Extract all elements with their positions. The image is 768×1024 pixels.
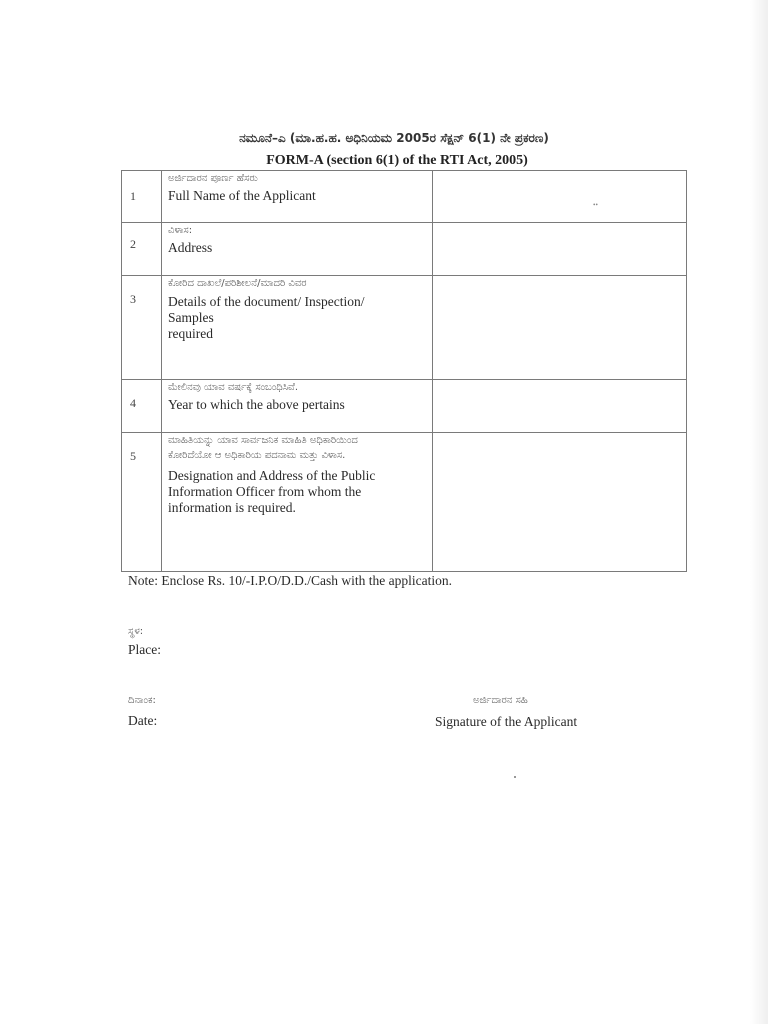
form-title-english: FORM-A (section 6(1) of the RTI Act, 2005): [266, 153, 528, 168]
label-english: Address: [168, 240, 213, 255]
signature-label-kannada: ಅರ್ಜಿದಾರನ ಸಹಿ: [473, 695, 528, 706]
signature-label: Signature of the Applicant: [435, 714, 578, 729]
table-row: [122, 171, 687, 223]
scan-speck: [514, 776, 516, 778]
label-kannada: ವಿಳಾಸ:: [168, 225, 193, 236]
label-kannada: ಅರ್ಜಿದಾರನ ಪೂರ್ಣ ಹೆಸರು: [168, 173, 258, 184]
row-label: [162, 380, 433, 433]
label-english-line-2: Information Officer from whom the: [168, 484, 362, 499]
application-form-table: [121, 170, 687, 572]
table-row: [122, 380, 687, 433]
label-english-line-2: Samples: [168, 310, 214, 325]
row-number: 5: [122, 433, 162, 572]
place-label-kannada: ಸ್ಥಳ:: [128, 626, 144, 637]
label-english: Full Name of the Applicant: [168, 188, 316, 203]
address-field[interactable]: [433, 223, 687, 276]
row-number: 1: [122, 171, 162, 223]
date-label: Date:: [128, 713, 158, 728]
label-english-line-1: Details of the document/ Inspection/: [168, 294, 365, 309]
document-details-field[interactable]: [433, 276, 687, 380]
row-label: [162, 171, 433, 223]
fee-note: Note: Enclose Rs. 10/-I.P.O/D.D./Cash with the application.: [128, 573, 452, 588]
row-number: 3: [122, 276, 162, 380]
row-label: [162, 433, 433, 572]
row-number: 2: [122, 223, 162, 276]
label-english: Year to which the above pertains: [168, 397, 345, 412]
date-label-kannada: ದಿನಾಂಕ:: [128, 695, 156, 706]
label-english-line-3: information is required.: [168, 500, 296, 515]
row-label: [162, 223, 433, 276]
stray-mark: ••: [593, 201, 598, 209]
row-number: 4: [122, 380, 162, 433]
table-row: [122, 433, 687, 572]
table-row: [122, 276, 687, 380]
label-kannada: ಕೋರಿದ ದಾಖಲೆ/ಪರಿಶೀಲನೆ/ಮಾದರಿ ವಿವರ: [168, 278, 307, 289]
full-name-field[interactable]: [433, 171, 687, 223]
label-kannada-line-1: ಮಾಹಿತಿಯನ್ನು ಯಾವ ಸಾರ್ವಜನಿಕ ಮಾಹಿತಿ ಅಧಿಕಾರಿಯಿಂದ: [168, 435, 358, 446]
label-english-line-3: required: [168, 326, 213, 341]
label-english-line-1: Designation and Address of the Public: [168, 468, 376, 483]
label-kannada-line-2: ಕೋರಿದೆಯೋ ಆ ಅಧಿಕಾರಿಯ ಪದನಾಮ ಮತ್ತು ವಿಳಾಸ.: [168, 450, 346, 461]
form-title-kannada: ನಮೂನೆ–ಎ (ಮಾ.ಹ.ಹ. ಅಧಿನಿಯಮ 2005ರ ಸೆಕ್ಷನ್ 6(1) ನೇ ಪ್ರಕರಣ): [239, 131, 549, 145]
year-field[interactable]: [433, 380, 687, 433]
place-label: Place:: [128, 642, 161, 657]
row-label: [162, 276, 433, 380]
pio-designation-field[interactable]: [433, 433, 687, 572]
table-row: [122, 223, 687, 276]
label-kannada: ಮೇಲಿನವು ಯಾವ ವರ್ಷಕ್ಕೆ ಸಂಬಂಧಿಸಿವೆ.: [168, 382, 299, 393]
